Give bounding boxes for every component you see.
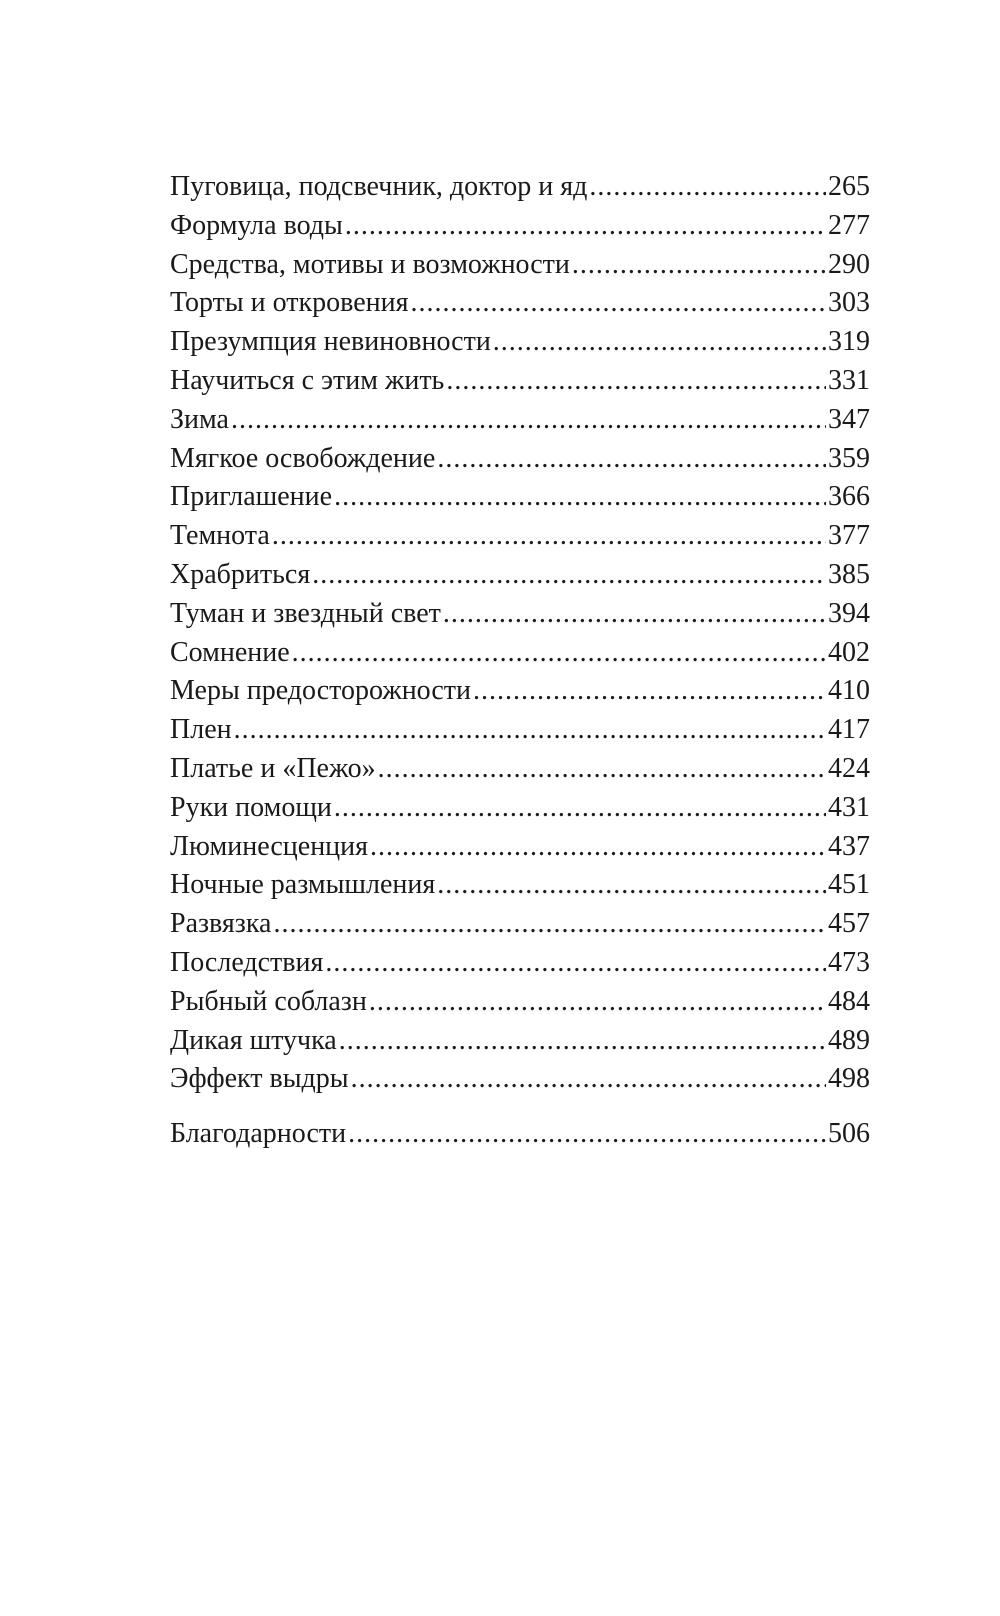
toc-entry[interactable] bbox=[170, 672, 870, 711]
toc-dot-leader bbox=[473, 672, 826, 711]
toc-dot-leader bbox=[292, 634, 826, 673]
toc-entry-title: Ночные размышления bbox=[170, 869, 436, 901]
toc-entry-page: 331 bbox=[828, 364, 870, 396]
toc-entry-page: 451 bbox=[828, 869, 870, 901]
toc-dot-leader bbox=[345, 207, 826, 246]
toc-entry-title: Научиться с этим жить bbox=[170, 364, 445, 396]
toc-entry-page: 424 bbox=[828, 752, 870, 784]
toc-entry-title: Средства, мотивы и возможности bbox=[170, 248, 570, 280]
toc-entry[interactable] bbox=[170, 362, 870, 401]
toc-entry[interactable] bbox=[170, 944, 870, 983]
toc-entry-page: 366 bbox=[828, 481, 870, 513]
toc-entry-title: Развязка bbox=[170, 908, 272, 940]
toc-entry-page: 359 bbox=[828, 442, 870, 474]
toc-entry-page: 431 bbox=[828, 791, 870, 823]
toc-entry[interactable] bbox=[170, 595, 870, 634]
toc-entry[interactable] bbox=[170, 1022, 870, 1061]
toc-entry[interactable] bbox=[170, 866, 870, 905]
toc-dot-leader bbox=[589, 168, 826, 207]
toc-dot-leader bbox=[231, 401, 826, 440]
toc-entry-page: 265 bbox=[828, 171, 870, 202]
toc-entry[interactable] bbox=[170, 284, 870, 323]
toc-dot-leader bbox=[493, 323, 826, 362]
toc-entry-page: 484 bbox=[828, 985, 870, 1017]
toc-entry-page: 394 bbox=[828, 597, 870, 629]
toc-entry-title: Храбриться bbox=[170, 558, 311, 590]
toc-entry[interactable] bbox=[170, 556, 870, 595]
toc-dot-leader bbox=[410, 284, 826, 323]
toc-entry-title: Зима bbox=[170, 403, 229, 435]
toc-entry-title: Руки помощи bbox=[170, 791, 332, 823]
toc-dot-leader bbox=[378, 750, 826, 789]
toc-entry-page: 498 bbox=[828, 1063, 870, 1095]
toc-entry-title: Платье и «Пежо» bbox=[170, 752, 376, 784]
toc-dot-leader bbox=[351, 1060, 826, 1099]
toc-entry[interactable] bbox=[170, 401, 870, 440]
toc-entry-page: 457 bbox=[828, 908, 870, 940]
toc-entry[interactable] bbox=[170, 905, 870, 944]
toc-entry[interactable] bbox=[170, 168, 870, 207]
toc-entry[interactable] bbox=[170, 828, 870, 867]
toc-entry-title: Туман и звездный свет bbox=[170, 597, 441, 629]
toc-entry[interactable] bbox=[170, 750, 870, 789]
toc-entry-title: Презумпция невиновности bbox=[170, 326, 491, 358]
toc-dot-leader bbox=[369, 983, 826, 1022]
toc-dot-leader bbox=[272, 517, 826, 556]
toc-entry-page: 506 bbox=[828, 1118, 870, 1150]
toc-entry-acknowledgements[interactable] bbox=[170, 1115, 870, 1154]
toc-entry-page: 489 bbox=[828, 1024, 870, 1056]
toc-dot-leader bbox=[348, 1115, 826, 1154]
toc-dot-leader bbox=[446, 362, 826, 401]
toc-entry-page: 290 bbox=[828, 248, 870, 280]
toc-dot-leader bbox=[334, 478, 826, 517]
toc-entry-title: Формула воды bbox=[170, 209, 343, 241]
toc-entry-title: Торты и откровения bbox=[170, 287, 409, 319]
toc-entry[interactable] bbox=[170, 1060, 870, 1099]
toc-entry[interactable] bbox=[170, 634, 870, 673]
toc-entry-page: 319 bbox=[828, 326, 870, 358]
toc-entry-page: 385 bbox=[828, 558, 870, 590]
toc-entry-title: Эффект выдры bbox=[170, 1063, 349, 1095]
toc-entry-page: 377 bbox=[828, 520, 870, 552]
toc-entry-title: Сомнение bbox=[170, 636, 290, 668]
toc-dot-leader bbox=[370, 828, 826, 867]
toc-entry-page: 473 bbox=[828, 946, 870, 978]
toc-entry-page: 437 bbox=[828, 830, 870, 862]
toc-dot-leader bbox=[334, 789, 826, 828]
toc-entry-title: Меры предосторожности bbox=[170, 675, 472, 707]
toc-dot-leader bbox=[443, 595, 826, 634]
toc-dot-leader bbox=[234, 711, 826, 750]
toc-dot-leader bbox=[339, 1022, 826, 1061]
toc-entry[interactable] bbox=[170, 440, 870, 479]
toc-dot-leader bbox=[312, 556, 826, 595]
toc-entry-title: Приглашение bbox=[170, 481, 333, 513]
toc-entry[interactable] bbox=[170, 323, 870, 362]
toc-entry-page: 410 bbox=[828, 675, 870, 707]
toc-entry[interactable] bbox=[170, 207, 870, 246]
toc-entry[interactable] bbox=[170, 711, 870, 750]
toc-dot-leader bbox=[325, 944, 826, 983]
toc-entry[interactable] bbox=[170, 983, 870, 1022]
toc-entry-page: 402 bbox=[828, 636, 870, 668]
toc-entry-title: Мягкое освобождение bbox=[170, 442, 436, 474]
toc-entry[interactable] bbox=[170, 246, 870, 285]
table-of-contents bbox=[170, 168, 870, 1154]
toc-entry[interactable] bbox=[170, 517, 870, 556]
toc-dot-leader bbox=[273, 905, 826, 944]
toc-entry-title: Дикая штучка bbox=[170, 1024, 337, 1056]
toc-entry-title: Темнота bbox=[170, 520, 270, 552]
toc-entry[interactable] bbox=[170, 789, 870, 828]
toc-entry-page: 303 bbox=[828, 287, 870, 319]
toc-entry-title: Благодарности bbox=[170, 1118, 347, 1150]
toc-entry-title: Рыбный соблазн bbox=[170, 985, 367, 1017]
toc-entry-page: 277 bbox=[828, 209, 870, 241]
toc-entry-title: Последствия bbox=[170, 946, 324, 978]
toc-entry-title: Люминесценция bbox=[170, 830, 369, 862]
toc-entry-page: 347 bbox=[828, 403, 870, 435]
toc-entry-title: Пуговица, подсвечник, доктор и яд bbox=[170, 171, 588, 202]
toc-dot-leader bbox=[437, 440, 826, 479]
toc-entry-page: 417 bbox=[828, 714, 870, 746]
toc-dot-leader bbox=[437, 866, 826, 905]
toc-dot-leader bbox=[572, 246, 826, 285]
toc-entry[interactable] bbox=[170, 478, 870, 517]
toc-entry-title: Плен bbox=[170, 714, 232, 746]
